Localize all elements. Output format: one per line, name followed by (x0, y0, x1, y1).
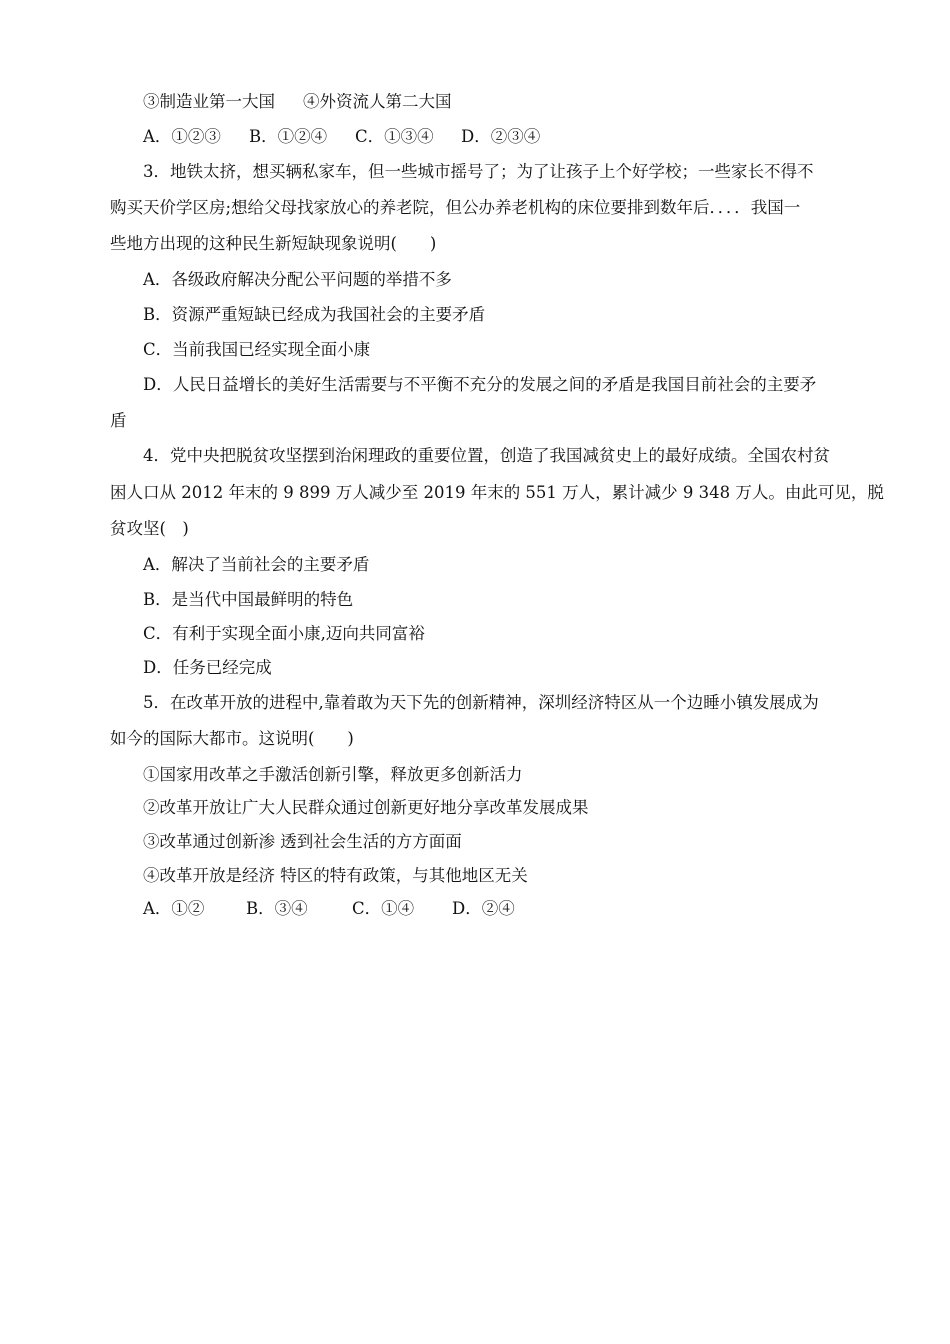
q5-option-d: D．②④ (452, 899, 515, 918)
q5-options-line (143, 899, 515, 919)
q2-options-line (143, 127, 540, 147)
q2-item-3: ③制造业第一大国 (143, 92, 275, 111)
q3-option-d-continued: 盾 (110, 411, 127, 430)
q5-stem-line-1: 5．在改革开放的进程中,靠着敢为天下先的创新精神，深圳经济特区从一个边睡小镇发展成为 (143, 693, 819, 712)
q2-option-c: C．①③④ (355, 127, 434, 146)
q5-stem-line-2: 如今的国际大都市。这说明( ) (110, 729, 354, 748)
q3-stem-line-2: 购买天价学区房;想给父母找家放心的养老院，但公办养老机构的床位要排到数年后．．．．我国一 (110, 198, 801, 217)
q2-items-line (143, 92, 452, 112)
q3-stem-line-3: 些地方出现的这种民生新短缺现象说明( ) (110, 234, 437, 253)
q5-option-c: C．①④ (352, 899, 415, 918)
q2-option-a: A．①②③ (143, 127, 221, 146)
q5-option-a: A．①② (143, 899, 205, 918)
q3-option-c: C．当前我国已经实现全面小康 (143, 340, 371, 359)
q5-item-1: ①国家用改革之手激活创新引擎，释放更多创新活力 (143, 765, 523, 784)
q2-option-b: B．①②④ (249, 127, 328, 146)
q4-option-d: D．任务已经完成 (143, 658, 272, 677)
q5-item-4: ④改革开放是经济 特区的特有政策，与其他地区无关 (143, 866, 528, 885)
q4-stem-line-1: 4．党中央把脱贫攻坚摆到治闲理政的重要位置，创造了我国减贫史上的最好成绩。全国农村贫 (143, 446, 830, 465)
q5-item-3: ③改革通过创新渗 透到社会生活的方方面面 (143, 832, 462, 851)
q4-stem-line-2: 困人口从 2012 年末的 9 899 万人减少至 2019 年末的 551 万人，累计减少 9 348 万人。由此可见，脱 (110, 483, 884, 502)
q2-item-4: ④外资流人第二大国 (303, 92, 452, 111)
q4-option-a: A．解决了当前社会的主要矛盾 (143, 555, 370, 574)
q4-stem-line-3: 贫攻坚( ) (110, 519, 189, 538)
q3-option-a: A．各级政府解决分配公平问题的举措不多 (143, 270, 452, 289)
q4-option-b: B．是当代中国最鲜明的特色 (143, 590, 354, 609)
q5-option-b: B．③④ (246, 899, 308, 918)
q4-option-c: C．有利于实现全面小康,迈向共同富裕 (143, 624, 425, 643)
q3-option-d: D．人民日益增长的美好生活需要与不平衡不充分的发展之间的矛盾是我国目前社会的主要矛 (143, 375, 817, 394)
q3-option-b: B．资源严重短缺已经成为我国社会的主要矛盾 (143, 305, 486, 324)
q5-item-2: ②改革开放让广大人民群众通过创新更好地分享改革发展成果 (143, 798, 589, 817)
q2-option-d: D．②③④ (461, 127, 541, 146)
q3-stem-line-1: 3．地铁太挤，想买辆私家车，但一些城市摇号了；为了让孩子上个好学校；一些家长不得不 (143, 162, 814, 181)
